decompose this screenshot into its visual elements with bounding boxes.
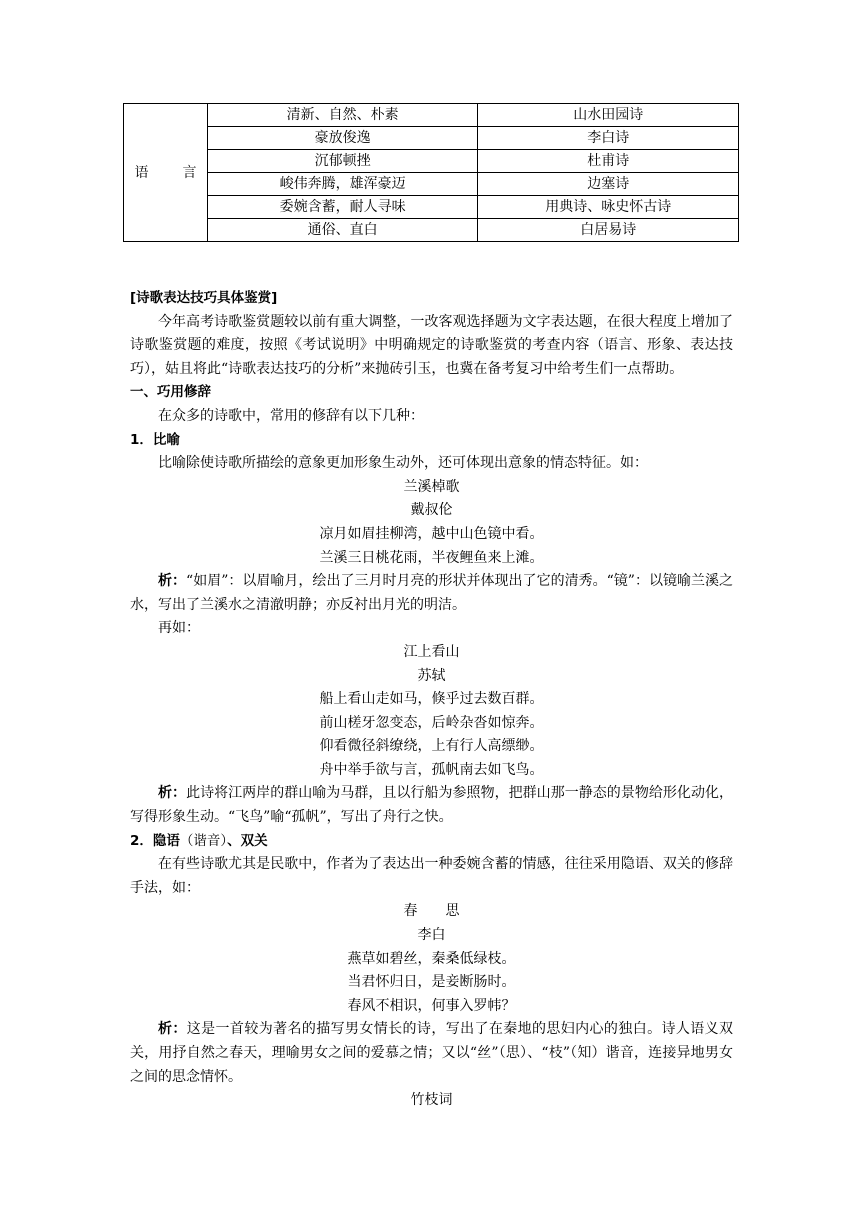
table-row	[124, 219, 739, 242]
poem-line: 春风不相识，何事入罗帏？	[347, 997, 516, 1014]
style-cell: 清新、自然、朴素	[207, 104, 478, 127]
analysis-label: 析：	[158, 1021, 187, 1038]
analysis-text: “如眉”：以眉喻月，绘出了三月时月亮的形状并体现出了它的清秀。“镜”：以镜喻兰溪之水，写出了兰溪水之清澈明静；亦反衬出月光的明洁。	[130, 573, 734, 613]
analysis-label: 析：	[158, 785, 187, 802]
subsection-title-main: 2．隐语	[130, 832, 180, 849]
transition-text: 再如：	[158, 620, 200, 637]
style-cell: 委婉含蓄，耐人寻味	[207, 196, 478, 219]
poem-title: 江上看山	[403, 643, 460, 660]
type-cell: 边塞诗	[478, 173, 739, 196]
style-cell: 沉郁顿挫	[207, 150, 478, 173]
poem-author: 戴叔伦	[410, 502, 453, 519]
intro-paragraph: 今年高考诗歌鉴赏题较以前有重大调整，一改客观选择题为文字表达题，在很大程度上增加了诗歌鉴赏题的难度，按照《考试说明》中明确规定的诗歌鉴赏的考查内容（语言、形象、表达技巧），姑且将此“诗歌表达技巧的分析”来抛砖引玉，也冀在备考复习中给考生们一点帮助。	[130, 313, 733, 377]
type-cell: 用典诗、咏史怀古诗	[478, 196, 739, 219]
poem-line: 仰看微径斜缭绕，上有行人高缥缈。	[319, 738, 544, 755]
table-row	[124, 196, 739, 219]
style-cell: 豪放俊逸	[207, 127, 478, 150]
article-body	[130, 287, 733, 1113]
table-row	[124, 127, 739, 150]
subsection-intro: 在有些诗歌尤其是民歌中，作者为了表达出一种委婉含蓄的情感，往往采用隐语、双关的修辞手法，如：	[130, 856, 733, 896]
table-row	[124, 104, 739, 127]
type-cell: 山水田园诗	[478, 104, 739, 127]
subsection-title: 1．比喻	[130, 431, 180, 448]
poem-line: 前山槎牙忽变态，后岭杂沓如惊奔。	[319, 714, 544, 731]
type-cell: 白居易诗	[478, 219, 739, 242]
subsection-title	[130, 830, 733, 854]
subsection-intro: 比喻除使诗歌所描绘的意象更加形象生动外，还可体现出意象的情态特征。如：	[158, 455, 648, 472]
poem-line: 船上看山走如马，倏乎过去数百群。	[319, 691, 544, 708]
category-char: 言	[182, 164, 197, 181]
poem-title: 竹枝词	[410, 1092, 453, 1109]
subsection-title-tail: 、双关	[227, 832, 268, 849]
poem-author: 李白	[417, 927, 446, 944]
part-title: 一、巧用修辞	[130, 384, 211, 401]
subsection-title-note: （谐音）	[179, 832, 228, 849]
poem-title: 兰溪棹歌	[403, 478, 460, 495]
analysis-text: 此诗将江两岸的群山喻为马群，且以行船为参照物，把群山那一静态的景物给形化动化，写得形象生动。“飞鸟”喻“孤帆”，写出了舟行之快。	[130, 785, 734, 826]
poem-line: 舟中举手欲与言，孤帆南去如飞鸟。	[319, 761, 544, 778]
style-cell: 通俗、直白	[207, 219, 478, 242]
table-row	[124, 150, 739, 173]
part-intro: 在众多的诗歌中，常用的修辞有以下几种：	[158, 407, 424, 424]
type-cell: 杜甫诗	[478, 150, 739, 173]
analysis-label: 析：	[158, 573, 187, 590]
category-cell	[124, 104, 208, 242]
analysis-text: 这是一首较为著名的描写男女情长的诗，写出了在秦地的思妇内心的独白。诗人语义双关，用抒自然之春天，理喻男女之间的爱慕之情；又以“丝”（思）、“枝”（知）谐音，连接异地男女之间的思念情怀。	[130, 1021, 734, 1085]
poem-line: 燕草如碧丝，秦桑低绿枝。	[347, 950, 516, 967]
poem-line: 当君怀归日，是妾断肠时。	[347, 974, 516, 991]
table-row	[124, 173, 739, 196]
poem-line: 兰溪三日桃花雨，半夜鲤鱼来上滩。	[319, 549, 544, 566]
poem-author: 苏轼	[417, 667, 446, 684]
category-char: 语	[134, 164, 149, 181]
poem-line: 凉月如眉挂柳湾，越中山色镜中看。	[319, 525, 544, 542]
section-title: [诗歌表达技巧具体鉴赏]	[130, 290, 278, 306]
analysis-paragraph	[130, 782, 733, 829]
style-table	[123, 103, 739, 242]
type-cell: 李白诗	[478, 127, 739, 150]
analysis-paragraph	[130, 570, 733, 617]
poem-title: 春 思	[403, 903, 460, 920]
style-cell: 峻伟奔腾，雄浑豪迈	[207, 173, 478, 196]
analysis-paragraph	[130, 1018, 733, 1089]
